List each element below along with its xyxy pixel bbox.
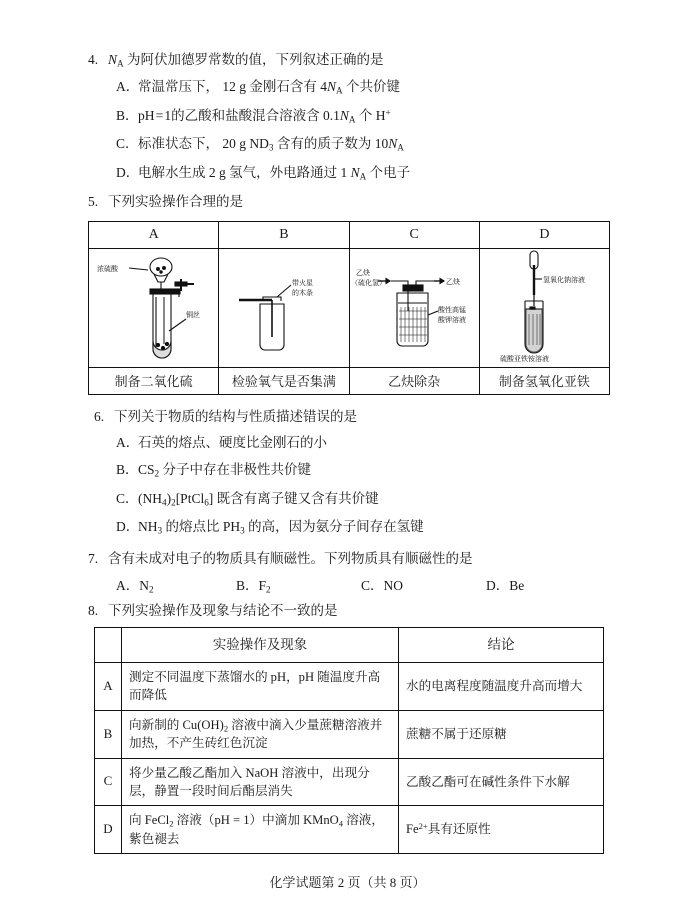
result-header-conclusion: 结论 <box>399 628 604 663</box>
figure-c-label-reagent-1: 酸性高锰 <box>437 306 466 314</box>
exp-caption-b: 检验氧气是否集满 <box>219 367 349 394</box>
figure-c-label-outlet: 乙炔 <box>445 278 460 286</box>
exp-header-b[interactable]: B <box>219 221 349 248</box>
question-5-stem <box>88 192 615 212</box>
question-6-option-b[interactable]: B．$CS_2$ 分子中存在非极性共价键 <box>116 462 311 479</box>
table-row[interactable] <box>95 806 604 854</box>
figure-d-iron-hydroxide-preparation <box>480 249 609 367</box>
question-7-stem-text: 含有未成对电子的物质具有顺磁性。下列物质具有顺磁性的是 <box>108 550 473 566</box>
question-6-stem-text: 下列关于物质的结构与性质描述错误的是 <box>114 408 357 424</box>
question-6-option-c[interactable]: C．$(NH_4)_2[PtCl_6]$ 既含有离子键又含有共价键 <box>116 490 379 508</box>
figure-b-label-2: 的木条 <box>292 289 314 297</box>
question-7-options <box>88 574 615 595</box>
table-row[interactable] <box>95 758 604 806</box>
exp-header-c[interactable]: C <box>349 221 479 248</box>
figure-a-label-2: 铜丝 <box>186 311 200 319</box>
question-6-options <box>88 433 615 539</box>
exp-figure-cell-b <box>219 248 349 367</box>
result-table-header-row <box>95 628 604 663</box>
figure-b-oxygen-collection-test <box>219 249 348 367</box>
table-row[interactable] <box>95 663 604 711</box>
result-header-operation: 实验操作及现象 <box>122 628 399 663</box>
experiment-table-figure-row <box>89 248 610 367</box>
exp-header-a[interactable]: A <box>89 221 219 248</box>
exp-header-d[interactable]: D <box>479 221 609 248</box>
result-row-label-a: A <box>95 663 122 711</box>
option-letter: C． <box>116 490 139 506</box>
question-7 <box>88 549 615 595</box>
option-letter: A． <box>116 434 140 450</box>
option-letter: B． <box>116 462 139 478</box>
result-row-label-c: C <box>95 758 122 806</box>
result-row-label-d: D <box>95 806 122 854</box>
experiment-table-header-row <box>89 221 610 248</box>
exp-figure-cell-a <box>89 248 219 367</box>
question-4-option-c[interactable]: C．标准状态下， 20 g $ND_3$ 含有的质子数为 $10N_A$ <box>116 136 404 153</box>
figure-d-label-naoh: 氢氧化钠溶液 <box>542 276 585 284</box>
result-row-label-b: B <box>95 710 122 758</box>
exp-figure-cell-c <box>349 248 479 367</box>
figure-a-label-1: 浓硫酸 <box>97 265 118 273</box>
question-6-option-a[interactable]: A．石英的熔点、硬度比金刚石的小 <box>88 433 615 454</box>
exp-caption-a: 制备二氧化硫 <box>89 367 219 394</box>
result-row-operation-c: 将少量乙酸乙酯加入 NaOH 溶液中，出现分层，静置一段时间后酯层消失 <box>122 758 399 806</box>
observation-conclusion-table <box>94 627 604 854</box>
question-4-number: 4. <box>88 52 99 67</box>
question-6-option-d[interactable]: D．$NH_3$ 的熔点比 $PH_3$ 的高，因为氨分子间存在氢键 <box>116 519 424 537</box>
page-footer: 化学试题第 2 页（共 8 页） <box>269 875 426 890</box>
question-4-option-a[interactable]: A．常温常压下， 12 g 金刚石含有 $4N_A$ 个共价键 <box>116 79 401 96</box>
question-7-stem <box>88 549 615 569</box>
figure-b-label-1: 带火星 <box>292 279 314 287</box>
question-8-stem <box>88 601 615 621</box>
result-row-conclusion-c: 乙酸乙酯可在碱性条件下水解 <box>399 758 604 806</box>
question-8-number: 8. <box>88 602 99 618</box>
question-7-option-d[interactable]: D．Be <box>486 578 525 594</box>
question-7-number: 7. <box>88 550 99 566</box>
question-5-stem-text: 下列实验操作合理的是 <box>108 194 243 210</box>
option-letter: B． <box>116 107 139 123</box>
result-row-operation-d: 向 FeCl$_2$ 溶液（pH = 1）中滴加 KMnO$_4$ 溶液，紫色褪去 <box>122 806 399 854</box>
experiment-table-caption-row <box>89 367 610 394</box>
question-4-option-d[interactable]: D．电解水生成 2 g 氢气，外电路通过 1 $N_A$ 个电子 <box>116 164 411 182</box>
figure-d-label-ferrous: 硫酸亚铁铵溶液 <box>499 355 549 363</box>
question-8 <box>88 601 615 854</box>
question-4 <box>88 50 615 184</box>
question-4-stem: 4. $N_A$ 为阿伏加德罗常数的值，下列叙述正确的是 <box>88 52 384 69</box>
figure-c-label-inlet-1: 乙炔 <box>355 269 370 277</box>
result-row-operation-a: 测定不同温度下蒸馏水的 pH，pH 随温度升高而降低 <box>122 663 399 711</box>
question-8-stem-text: 下列实验操作及现象与结论不一致的是 <box>108 602 338 618</box>
option-letter: C． <box>116 136 139 152</box>
option-letter: D． <box>116 164 140 180</box>
figure-a-sulfur-dioxide-apparatus <box>89 249 218 367</box>
result-header-blank <box>95 628 122 663</box>
exp-caption-c: 乙炔除杂 <box>349 367 479 394</box>
figure-c-label-reagent-2: 酸钾溶液 <box>437 316 466 324</box>
experiment-options-table <box>88 221 610 395</box>
question-5 <box>88 192 615 394</box>
exp-caption-d: 制备氢氧化亚铁 <box>479 367 609 394</box>
exp-figure-cell-d <box>479 248 609 367</box>
page-content <box>88 50 615 858</box>
question-6-number: 6. <box>94 408 105 424</box>
question-7-option-a[interactable]: A．$N_2$ <box>116 578 154 595</box>
figure-c-acetylene-purification <box>350 249 479 367</box>
result-row-conclusion-d: $Fe^{2+}$具有还原性 <box>399 806 604 854</box>
result-row-operation-b: 向新制的 $Cu(OH)_2$ 溶液中滴入少量蔗糖溶液并加热，不产生砖红色沉淀 <box>122 710 399 758</box>
result-row-conclusion-a: 水的电离程度随温度升高而增大 <box>399 663 604 711</box>
question-6-stem <box>88 407 615 427</box>
figure-c-label-inlet-2: （硫化氢） <box>350 279 386 287</box>
option-letter: A． <box>116 79 140 95</box>
table-row[interactable] <box>95 710 604 758</box>
question-4-option-b[interactable]: B．pH = 1的乙酸和盐酸混合溶液含 $0.1N_A$ 个 H+ <box>116 107 391 125</box>
option-letter: D． <box>116 519 140 535</box>
question-7-option-c[interactable]: C．NO <box>361 578 404 594</box>
question-6 <box>88 407 615 539</box>
result-row-conclusion-b: 蔗糖不属于还原糖 <box>399 710 604 758</box>
question-7-option-b[interactable]: B．$F_2$ <box>236 578 271 595</box>
question-4-options <box>88 77 615 184</box>
question-5-number: 5. <box>88 194 99 210</box>
